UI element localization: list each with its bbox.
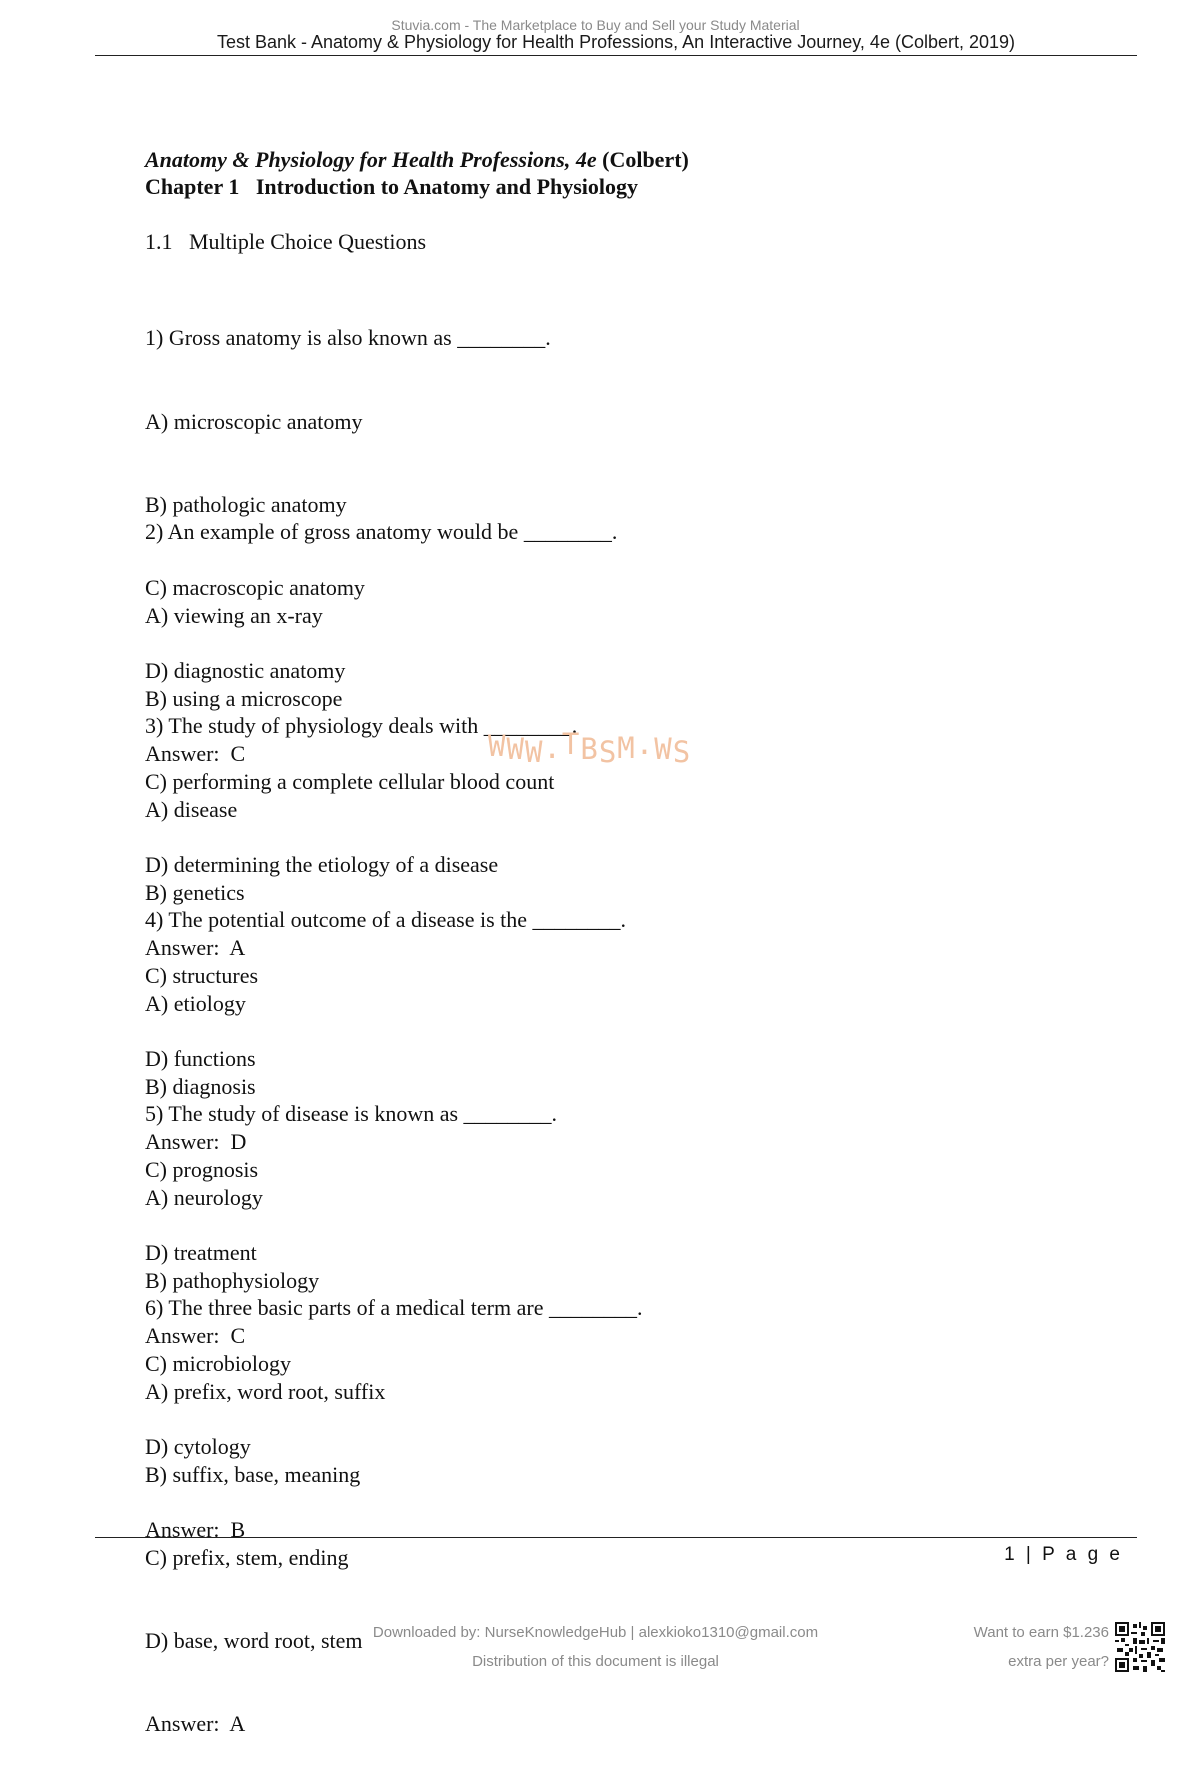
watermark-char: S (598, 735, 618, 769)
option-d: D) determining the etiology of a disease (145, 851, 499, 877)
earn-promo-line1[interactable]: Want to earn $1.236 (973, 1624, 1109, 1641)
watermark-char: . (543, 731, 562, 765)
option-b: B) using a microscope (145, 685, 343, 711)
option-a: A) microscopic anatomy (145, 408, 363, 434)
watermark (488, 727, 692, 769)
question-stem: 4) The potential outcome of a disease is the ________. (145, 907, 627, 933)
watermark-char: W (654, 732, 673, 766)
watermark-char: . (635, 727, 655, 761)
watermark-char: W (488, 729, 507, 763)
chapter-heading: Chapter 1 Introduction to Anatomy and Physiology (145, 174, 639, 199)
stuvia-banner: Stuvia.com - The Marketplace to Buy and Sell your Study Material (391, 17, 800, 33)
option-d: D) treatment (145, 1239, 257, 1265)
question-stem: 6) The three basic parts of a medical term are ________. (145, 1295, 643, 1321)
distribution-notice: Distribution of this document is illegal (472, 1653, 719, 1670)
watermark-char: M (617, 731, 636, 765)
watermark-char: T (561, 727, 581, 761)
option-d: D) cytology (145, 1433, 251, 1459)
section-heading: 1.1 Multiple Choice Questions (145, 229, 427, 254)
footer-divider (95, 1537, 1137, 1538)
option-a: A) viewing an x-ray (145, 602, 323, 628)
option-a: A) neurology (145, 1184, 263, 1210)
question-6 (145, 1239, 642, 1765)
question-stem: 3) The study of physiology deals with ________. (145, 713, 578, 739)
watermark-char: B (580, 732, 599, 766)
answer: Answer: A (145, 1710, 246, 1736)
option-c: C) macroscopic anatomy (145, 574, 365, 600)
watermark-char: W (524, 735, 544, 769)
answer: Answer: B (145, 1516, 246, 1542)
earn-promo-line2[interactable]: extra per year? (1008, 1653, 1109, 1670)
option-d: D) diagnostic anatomy (145, 657, 346, 683)
option-a: A) prefix, word root, suffix (145, 1378, 386, 1404)
answer: Answer: C (145, 740, 246, 766)
option-b: B) diagnosis (145, 1073, 256, 1099)
qr-code-icon[interactable] (1115, 1622, 1165, 1672)
question-stem: 5) The study of disease is known as ________. (145, 1101, 558, 1127)
answer: Answer: A (145, 934, 246, 960)
option-c: C) microbiology (145, 1350, 292, 1376)
option-c: C) prognosis (145, 1156, 259, 1182)
page-number: 1 | P a g e (1004, 1544, 1123, 1565)
option-a: A) etiology (145, 990, 246, 1016)
document-title (145, 147, 689, 173)
watermark-char: W (506, 732, 525, 766)
option-c: C) structures (145, 962, 259, 988)
running-header: Test Bank - Anatomy & Physiology for Health Professions, An Interactive Journey, 4e (Colbert, 2019) (216, 32, 1016, 52)
book-title: Anatomy & Physiology for Health Professions, 4e (145, 147, 597, 172)
option-c: C) performing a complete cellular blood count (145, 768, 555, 794)
answer: Answer: C (145, 1322, 246, 1348)
watermark-char: S (672, 735, 692, 769)
option-c: C) prefix, stem, ending (145, 1544, 349, 1570)
option-b: B) pathologic anatomy (145, 491, 347, 517)
option-a: A) disease (145, 796, 238, 822)
question-stem: 1) Gross anatomy is also known as ________. (145, 325, 551, 351)
option-b: B) genetics (145, 879, 245, 905)
option-d: D) functions (145, 1045, 256, 1071)
header-divider (95, 55, 1137, 56)
option-b: B) pathophysiology (145, 1267, 320, 1293)
question-stem: 2) An example of gross anatomy would be ________. (145, 519, 618, 545)
option-d: D) base, word root, stem (145, 1627, 363, 1653)
option-b: B) suffix, base, meaning (145, 1461, 361, 1487)
book-author: (Colbert) (602, 147, 689, 172)
downloaded-by-notice: Downloaded by: NurseKnowledgeHub | alexkioko1310@gmail.com (372, 1624, 819, 1641)
answer: Answer: D (145, 1128, 247, 1154)
